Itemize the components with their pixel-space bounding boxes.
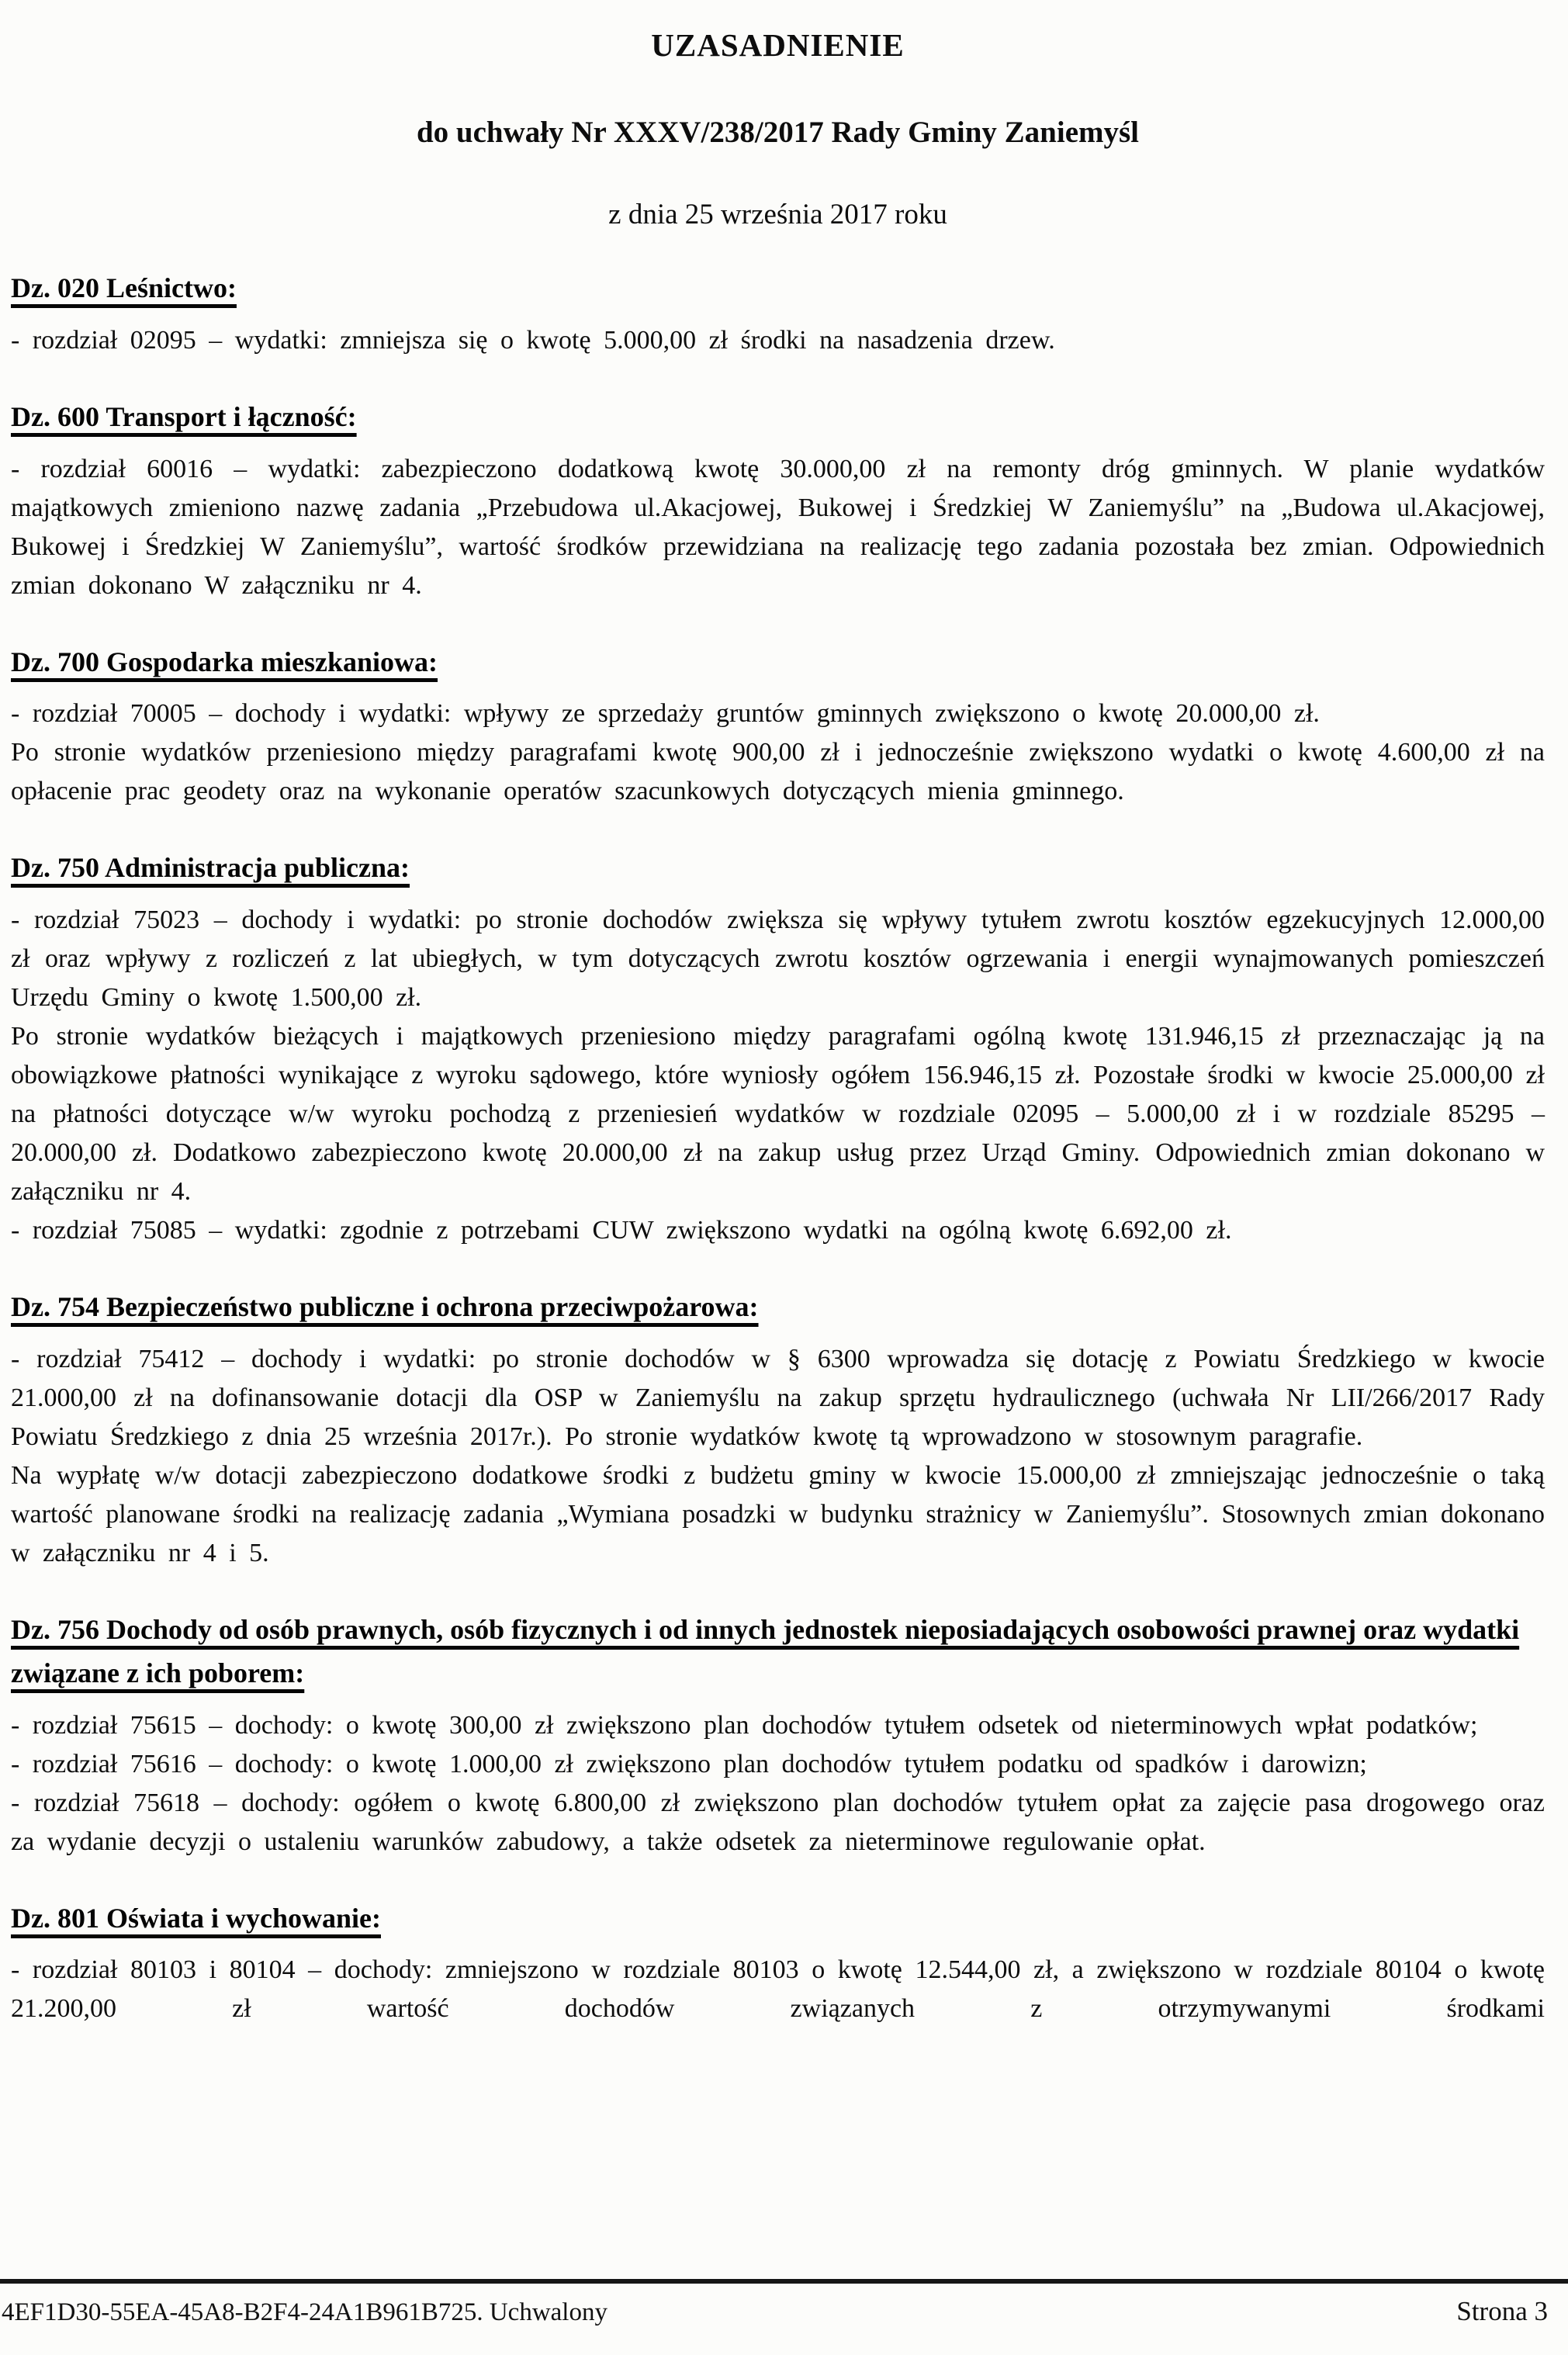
section-heading: Dz. 700 Gospodarka mieszkaniowa: bbox=[11, 646, 438, 677]
document-body bbox=[11, 267, 1545, 2028]
section-paragraph: Na wypłatę w/w dotacji zabezpieczono dodatkowe środki z budżetu gminy w kwocie 15.000,00 zł zmniejszając jednocześnie o taką wartość planowane środki na realizację zadania „Wymiana posadzki w budynku strażnicy w Zaniemyślu”. Stosownych zmian dokonano w załączniku nr 4 i 5. bbox=[11, 1460, 1545, 1567]
page-footer bbox=[0, 2279, 1568, 2355]
section-dz-801 bbox=[11, 1897, 1545, 2029]
section-paragraph: - rozdział 75616 – dochody: o kwotę 1.000,00 zł zwiększono plan dochodów tytułem podatku od spadków i darowizn; bbox=[11, 1749, 1367, 1778]
footer-divider bbox=[0, 2279, 1568, 2284]
section-paragraph: Po stronie wydatków bieżących i majątkowych przeniesiono między paragrafami ogólną kwotę 131.946,15 zł przeznaczając ją na obowiązkowe płatności wynikające z wyroku sądowego, które wyniosły ogółem 156.946,15 zł. Pozostałe środki w kwocie 25.000,00 zł na płatności dotyczące w/w wyroku pochodzą z przeniesień wydatków w rozdziale 02095 – 5.000,00 zł i w rozdziale 85295 – 20.000,00 zł. Dodatkowo zabezpieczono kwotę 20.000,00 zł na zakup usług przez Urząd Gminy. Odpowiednich zmian dokonano w załączniku nr 4. bbox=[11, 1022, 1545, 1207]
document-date-line: z dnia 25 września 2017 roku bbox=[608, 199, 947, 230]
footer-document-id: 4EF1D30-55EA-45A8-B2F4-24A1B961B725. Uchwalony bbox=[2, 2298, 607, 2326]
section-heading: Dz. 600 Transport i łączność: bbox=[11, 400, 357, 432]
section-dz-754 bbox=[11, 1286, 1545, 1573]
section-paragraph: - rozdział 75085 – wydatki: zgodnie z potrzebami CUW zwiększono wydatki na ogólną kwotę 6.692,00 zł. bbox=[11, 1216, 1232, 1245]
section-heading: Dz. 801 Oświata i wychowanie: bbox=[11, 1902, 381, 1934]
section-dz-020 bbox=[11, 267, 1545, 360]
section-paragraph: - rozdział 75618 – dochody: ogółem o kwotę 6.800,00 zł zwiększono plan dochodów tytułem opłat za zajęcie pasa drogowego oraz za wydanie decyzji o ustaleniu warunków zabudowy, a także odsetek za nieterminowe regulowanie opłat. bbox=[11, 1788, 1545, 1856]
section-paragraph: - rozdział 75615 – dochody: o kwotę 300,00 zł zwiększono plan dochodów tytułem odsetek od nieterminowych wpłat podatków; bbox=[11, 1710, 1478, 1740]
section-dz-756 bbox=[11, 1609, 1545, 1861]
section-dz-600 bbox=[11, 396, 1545, 605]
section-paragraph: - rozdział 75023 – dochody i wydatki: po stronie dochodów zwiększa się wpływy tytułem zwrotu kosztów egzekucyjnych 12.000,00 zł oraz wpływy z rozliczeń z lat ubiegłych, w tym dotyczących zwrotu kosztów ogrzewania i energii wynajmowanych pomieszczeń Urzędu Gminy o kwotę 1.500,00 zł. bbox=[11, 906, 1545, 1013]
document-subtitle: do uchwały Nr XXXV/238/2017 Rady Gminy Zaniemyśl bbox=[416, 116, 1140, 149]
section-heading: Dz. 756 Dochody od osób prawnych, osób fizycznych i od innych jednostek nieposiadających osobowości prawnej oraz wydatki związane z ich poborem: bbox=[11, 1613, 1520, 1688]
section-heading: Dz. 750 Administracja publiczna: bbox=[11, 852, 410, 884]
section-heading: Dz. 754 Bezpieczeństwo publiczne i ochrona przeciwpożarowa: bbox=[11, 1291, 759, 1323]
section-paragraph: Po stronie wydatków przeniesiono między paragrafami kwotę 900,00 zł i jednocześnie zwiększono wydatki o kwotę 4.600,00 zł na opłacenie prac geodety oraz na wykonanie operatów szacunkowych dotyczących mienia gminnego. bbox=[11, 738, 1545, 806]
document-title: UZASADNIENIE bbox=[651, 27, 905, 63]
section-paragraph: - rozdział 02095 – wydatki: zmniejsza się o kwotę 5.000,00 zł środki na nasadzenia drzew. bbox=[11, 325, 1055, 355]
section-paragraph: - rozdział 75412 – dochody i wydatki: po stronie dochodów w § 6300 wprowadza się dotację z Powiatu Średzkiego w kwocie 21.000,00 zł na dofinansowanie dotacji dla OSP w Zaniemyślu na zakup sprzętu hydraulicznego (uchwała Nr LII/266/2017 Rady Powiatu Średzkiego z dnia 25 września 2017r.). Po stronie wydatków kwotę tą wprowadzono w stosownym paragrafie. bbox=[11, 1344, 1545, 1451]
footer-row bbox=[2, 2296, 1548, 2327]
section-paragraph: - rozdział 80103 i 80104 – dochody: zmniejszono w rozdziale 80103 o kwotę 12.544,00 zł, a zwiększono w rozdziale 80104 o kwotę 21.200,00 zł wartość dochodów związanych z otrzymywanymi środkami bbox=[11, 1955, 1545, 2024]
section-paragraph: - rozdział 70005 – dochody i wydatki: wpływy ze sprzedaży gruntów gminnych zwiększono o kwotę 20.000,00 zł. bbox=[11, 699, 1320, 729]
title-block bbox=[11, 26, 1545, 231]
section-dz-700 bbox=[11, 641, 1545, 812]
section-dz-750 bbox=[11, 847, 1545, 1250]
footer-page-number: Strona 3 bbox=[1456, 2296, 1548, 2326]
section-paragraph: - rozdział 60016 – wydatki: zabezpieczono dodatkową kwotę 30.000,00 zł na remonty dróg gminnych. W planie wydatków majątkowych zmieniono nazwę zadania „Przebudowa ul.Akacjowej, Bukowej i Średzkiej W Zaniemyślu” na „Budowa ul.Akacjowej, Bukowej i Średzkiej W Zaniemyślu”, wartość środków przewidziana na realizację tego zadania pozostała bez zmian. Odpowiednich zmian dokonano W załączniku nr 4. bbox=[11, 454, 1545, 600]
section-heading: Dz. 020 Leśnictwo: bbox=[11, 272, 237, 303]
